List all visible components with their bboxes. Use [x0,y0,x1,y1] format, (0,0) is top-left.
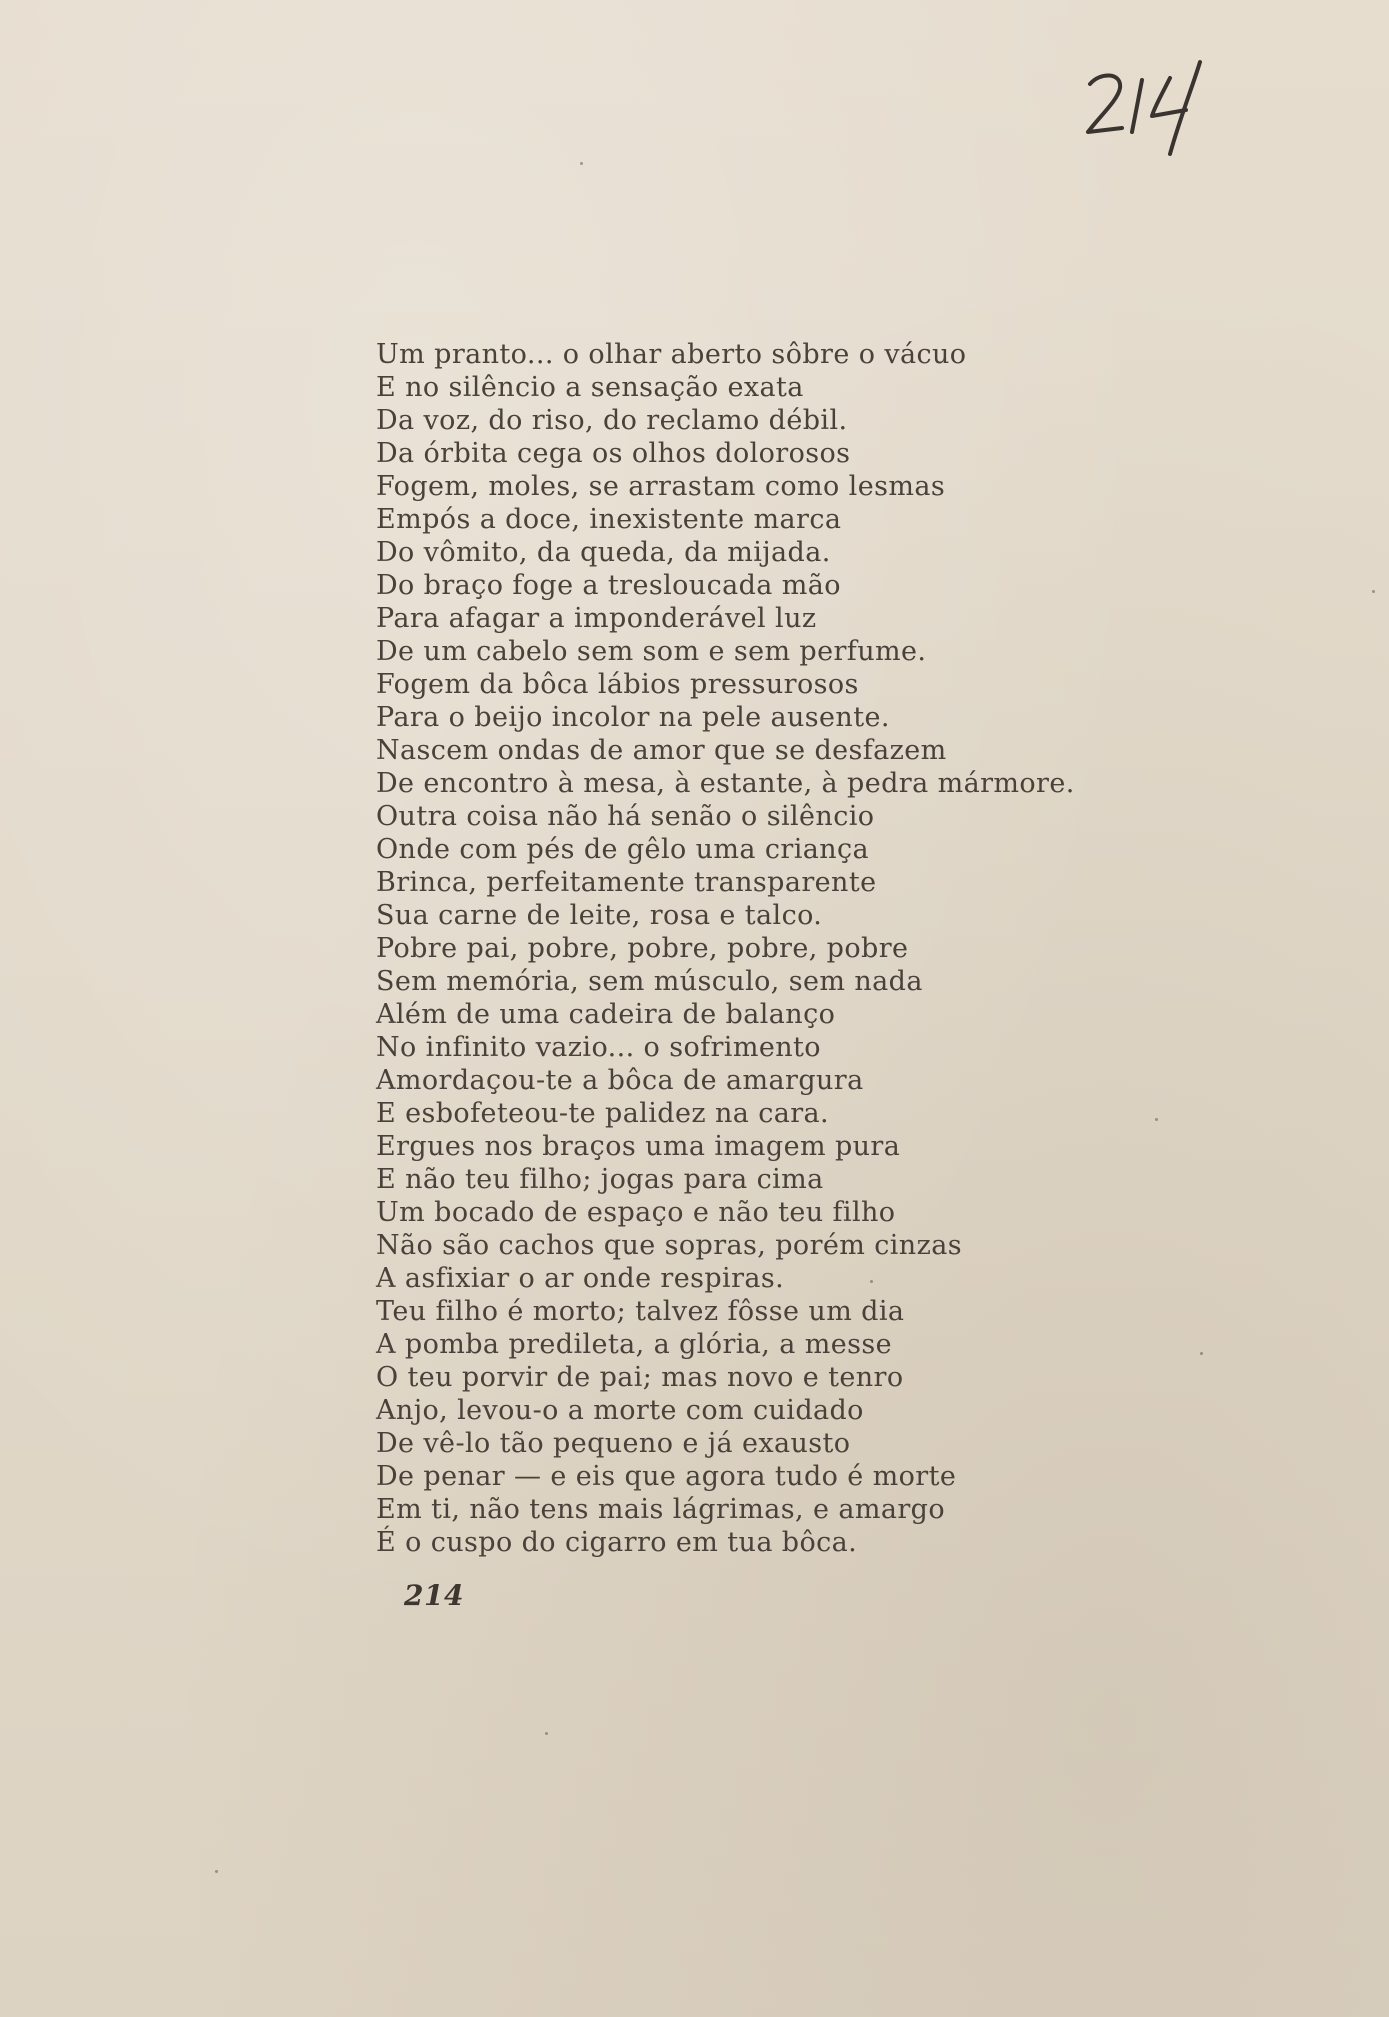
handwritten-folio-number [1082,58,1242,158]
poem-line: Do vômito, da queda, da mijada. [376,537,831,568]
poem-line: Pobre pai, pobre, pobre, pobre, pobre [376,933,909,964]
poem-text [376,338,1136,1559]
poem-line: Brinca, perfeitamente transparente [376,867,877,898]
poem-line: Outra coisa não há senão o silêncio [376,801,875,832]
poem-line: E esbofeteou-te palidez na cara. [376,1098,830,1129]
poem-line: Em ti, não tens mais lágrimas, e amargo [376,1494,945,1525]
poem-line: Um pranto... o olhar aberto sôbre o vácuo [376,339,967,370]
poem-line: Além de uma cadeira de balanço [376,999,836,1030]
poem-line: Nascem ondas de amor que se desfazem [376,735,947,766]
poem-line: Ergues nos braços uma imagem pura [376,1131,901,1162]
poem-line: De vê-lo tão pequeno e já exausto [376,1428,851,1459]
paper-speck [1372,590,1375,593]
poem-line: Para o beijo incolor na pele ausente. [376,702,890,733]
poem-line: De penar — e eis que agora tudo é morte [376,1461,957,1492]
poem-line: De encontro à mesa, à estante, à pedra mármore. [376,768,1075,799]
poem-line: Não são cachos que sopras, porém cinzas [376,1230,962,1261]
poem-line: No infinito vazio... o sofrimento [376,1032,821,1063]
poem-line: Sua carne de leite, rosa e talco. [376,900,823,931]
paper-speck [545,1732,548,1735]
poem-line: O teu porvir de pai; mas novo e tenro [376,1362,904,1393]
poem-line: Teu filho é morto; talvez fôsse um dia [376,1296,905,1327]
poem-line: E não teu filho; jogas para cima [376,1164,824,1195]
poem-line: Do braço foge a tresloucada mão [376,570,841,601]
poem-line: A asfixiar o ar onde respiras. [376,1263,785,1294]
poem-line: É o cuspo do cigarro em tua bôca. [376,1527,858,1558]
poem-line: Anjo, levou-o a morte com cuidado [376,1395,864,1426]
paper-speck [1200,1352,1203,1355]
poem-line: Para afagar a imponderável luz [376,603,817,634]
poem-line: Onde com pés de gêlo uma criança [376,834,870,865]
poem-line: Amordaçou-te a bôca de amargura [376,1065,864,1096]
poem-line: Fogem, moles, se arrastam como lesmas [376,471,946,502]
paper-speck [580,162,583,165]
poem-line: A pomba predileta, a glória, a messe [376,1329,893,1360]
poem-line: Empós a doce, inexistente marca [376,504,842,535]
poem-line: Da órbita cega os olhos dolorosos [376,438,851,469]
poem-line: E no silêncio a sensação exata [376,372,804,403]
paper-speck [1155,1118,1158,1121]
poem-line: Um bocado de espaço e não teu filho [376,1197,896,1228]
poem-line: Fogem da bôca lábios pressurosos [376,669,859,700]
poem-line: Da voz, do riso, do reclamo débil. [376,405,848,436]
page-number: 214 [404,1579,464,1612]
paper-speck [215,1870,218,1873]
handwritten-folio-drawing [1082,58,1242,158]
poem-line: Sem memória, sem músculo, sem nada [376,966,923,997]
poem-line: De um cabelo sem som e sem perfume. [376,636,927,667]
